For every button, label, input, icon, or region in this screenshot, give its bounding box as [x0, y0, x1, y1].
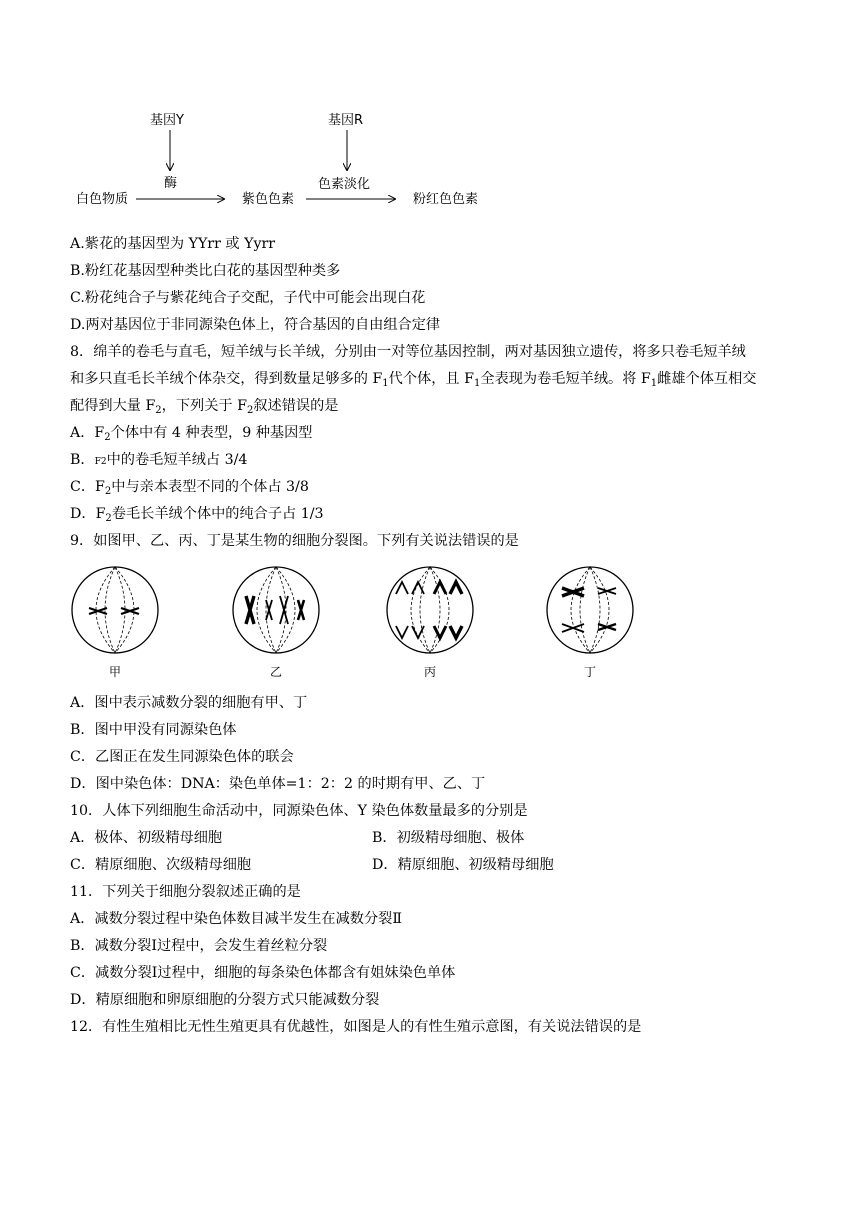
q9-option-b: B．图中甲没有同源染色体: [70, 722, 237, 738]
q11-option-c: C．减数分裂Ⅰ过程中，细胞的每条染色体都含有姐妹染色单体: [70, 965, 456, 981]
q7-option-d: D.两对基因位于非同源染色体上，符合基因的自由组合定律: [70, 317, 441, 333]
q11-option-a: A．减数分裂过程中染色体数目减半发生在减数分裂Ⅱ: [70, 911, 403, 927]
cell-bing: [387, 567, 473, 653]
q8-stem-line3: 配得到大量 $F_2$，下列关于 $F_2$叙述错误的是: [70, 398, 339, 416]
q12-stem: 12．有性生殖相比无性生殖更具有优越性，如图是人的有性生殖示意图，有关说法错误的是: [70, 1019, 642, 1035]
gene-r-label: 基因R: [328, 113, 364, 128]
q11-stem: 11．下列关于细胞分裂叙述正确的是: [70, 884, 301, 900]
q8-option-a: A．$F_2$个体中有 4 种表型，9 种基因型: [70, 425, 313, 443]
white-substance-label: 白色物质: [76, 192, 129, 207]
cell-yi: [233, 567, 319, 653]
q8-option-c: C．$F_2$中与亲本表型不同的个体占 3/8: [70, 479, 309, 497]
label-bing: 丙: [424, 665, 437, 679]
cell-jia: [72, 567, 158, 653]
q10-stem: 10．人体下列细胞生命活动中，同源染色体、Y 染色体数量最多的分别是: [70, 803, 528, 819]
pink-pigment-label: 粉红色色素: [413, 192, 479, 207]
q11-option-b: B．减数分裂Ⅰ过程中，会发生着丝粒分裂: [70, 938, 328, 954]
enzyme-label: 酶: [164, 176, 178, 191]
q9-option-d: D．图中染色体：DNA：染色单体=1：2：2 的时期有甲、乙、丁: [70, 776, 486, 792]
q7-option-a: A.紫花的基因型为 YYrr 或 Yyrr: [70, 236, 276, 252]
cell-ding: [547, 567, 633, 653]
q8-stem-line2: 和多只直毛长羊绒个体杂交，得到数量足够多的 $F_1$代个体，且 $F_1$全表现为卷毛短羊绒。将 $F_1$雌雄个体互相交: [70, 371, 757, 389]
pigment-pathway-diagram: [60, 100, 500, 220]
q8-option-d: D．$F_2$卷毛长羊绒个体中的纯合子占 1/3: [70, 506, 324, 524]
q9-stem: 9．如图甲、乙、丙、丁是某生物的细胞分裂图。下列有关说法错误的是: [70, 533, 519, 549]
q7-option-c: C.粉花纯合子与紫花纯合子交配，子代中可能会出现白花: [70, 290, 426, 306]
q8-option-b: B．F2中的卷毛短羊绒占 3/4: [70, 452, 248, 468]
q9-option-a: A．图中表示减数分裂的细胞有甲、丁: [70, 695, 308, 711]
fade-label: 色素淡化: [318, 177, 371, 192]
q8-stem-line1: 8．绵羊的卷毛与直毛，短羊绒与长羊绒，分别由一对等位基因控制，两对基因独立遗传，将多只卷毛短羊绒: [70, 344, 746, 360]
q10-option-a: A．极体、初级精母细胞: [70, 830, 223, 846]
q10-option-b: B．初级精母细胞、极体: [372, 830, 525, 846]
label-ding: 丁: [584, 665, 597, 679]
q7-option-b: B.粉红花基因型种类比白花的基因型种类多: [70, 263, 341, 279]
q11-option-d: D．精原细胞和卵原细胞的分裂方式只能减数分裂: [70, 992, 380, 1008]
purple-pigment-label: 紫色色素: [242, 192, 295, 207]
cell-division-figures: [60, 558, 660, 688]
q10-option-d: D．精原细胞、初级精母细胞: [372, 857, 554, 873]
gene-y-label: 基因Y: [150, 113, 184, 128]
label-yi: 乙: [270, 665, 283, 679]
label-jia: 甲: [109, 665, 122, 679]
q9-option-c: C．乙图正在发生同源染色体的联会: [70, 749, 294, 765]
q10-option-c: C．精原细胞、次级精母细胞: [70, 857, 252, 873]
